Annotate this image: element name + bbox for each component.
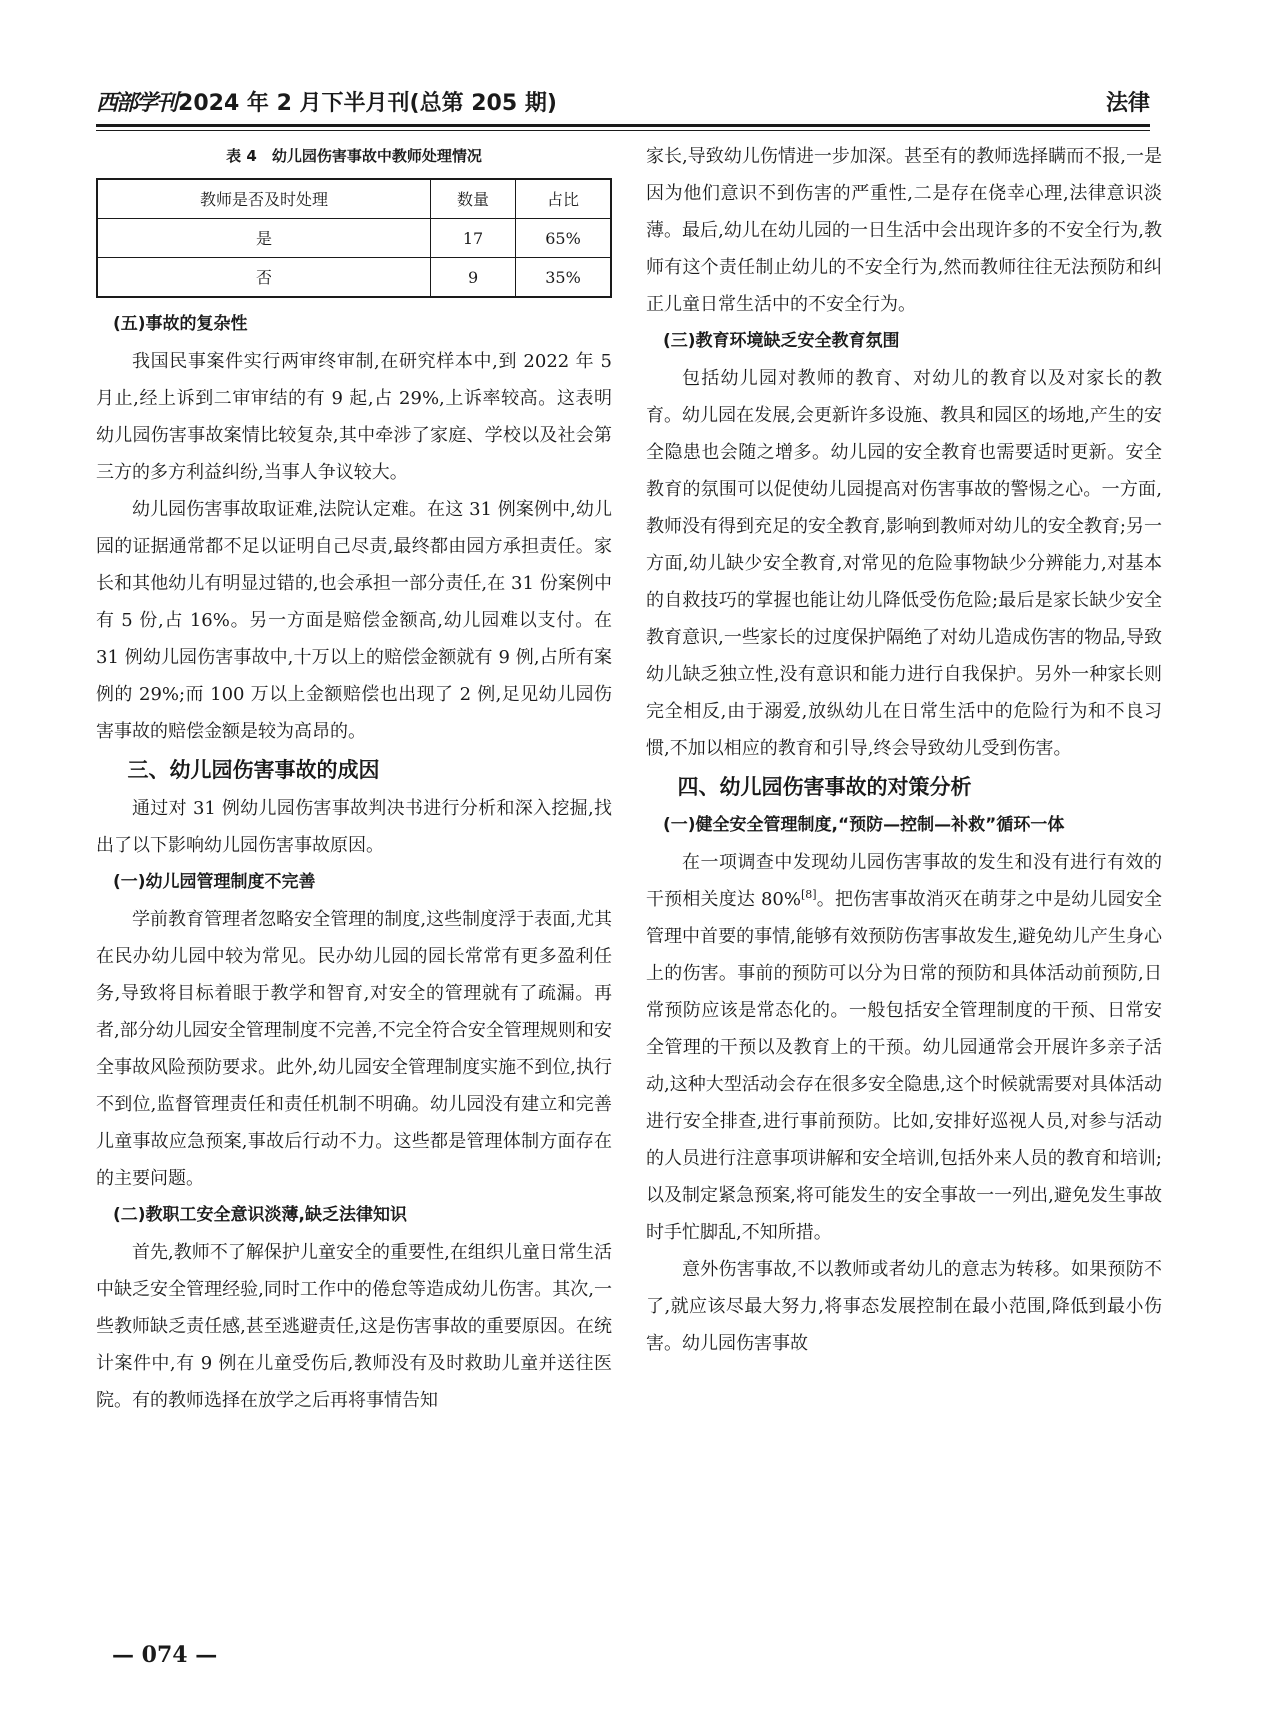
journal-issue-line [96,86,557,117]
paragraph: 意外伤害事故,不以教师或者幼儿的意志为转移。如果预防不了,就应该尽最大努力,将事态发展控制在最小范围,降低到最小伤害。幼儿园伤害事故 [646,1259,1162,1354]
paragraph: 我国民事案件实行两审终审制,在研究样本中,到 2022 年 5 月止,经上诉到二审审结的有 9 起,占 29%,上诉率较高。这表明幼儿园伤害事故案情比较复杂,其中牵涉了家庭、学校以及社会第三方的多方利益纠纷,当事人争议较大。 [96,351,612,483]
citation-ref: [8] [801,888,817,901]
paragraph-text: 。把伤害事故消灭在萌芽之中是幼儿园安全管理中首要的事情,能够有效预防伤害事故发生,避免幼儿产生身心上的伤害。事前的预防可以分为日常的预防和具体活动前预防,日常预防应该是常态化的。一般包括安全管理制度的干预、日常安全管理的干预以及教育上的干预。幼儿园通常会开展许多亲子活动,这种大型活动会存在很多安全隐患,这个时候就需要对具体活动进行安全排查,进行事前预防。比如,安排好巡视人员,对参与活动的人员进行注意事项讲解和安全培训,包括外来人员的教育和培训;以及制定紧急预案,将可能发生的安全事故一一列出,避免发生事故时手忙脚乱,不知所措。 [646,889,1163,1243]
paragraph: 通过对 31 例幼儿园伤害事故判决书进行分析和深入挖掘,找出了以下影响幼儿园伤害事故原因。 [96,798,612,856]
right-column [646,138,1162,1362]
paragraph: 包括幼儿园对教师的教育、对幼儿的教育以及对家长的教育。幼儿园在发展,会更新许多设施、教具和园区的场地,产生的安全隐患也会随之增多。幼儿园的安全教育也需要适时更新。安全教育的氛围可以促使幼儿园提高对伤害事故的警惕之心。一方面,教师没有得到充足的安全教育,影响到教师对幼儿的安全教育;另一方面,幼儿缺少安全教育,对常见的危险事物缺少分辨能力,对基本的自救技巧的掌握也能让幼儿降低受伤危险;最后是家长缺少安全教育意识,一些家长的过度保护隔绝了对幼儿造成伤害的物品,导致幼儿缺乏独立性,没有意识和能力进行自我保护。另外一种家长则完全相反,由于溺爱,放纵幼儿在日常生活中的危险行为和不良习惯,不加以相应的教育和引导,终会导致幼儿受到伤害。 [646,368,1162,759]
header-rule-thick [96,124,1150,127]
table-row [97,258,611,298]
table-cell: 是 [97,219,431,258]
running-header [96,84,1150,124]
subheading: (一)幼儿园管理制度不完善 [113,872,316,892]
subheading: (二)教职工安全意识淡薄,缺乏法律知识 [113,1205,407,1225]
page-number: — 074 — [112,1642,218,1668]
paragraph: 家长,导致幼儿伤情进一步加深。甚至有的教师选择瞒而不报,一是因为他们意识不到伤害的严重性,二是存在侥幸心理,法律意识淡薄。最后,幼儿在幼儿园的一日生活中会出现许多的不安全行为,教师有这个责任制止幼儿的不安全行为,然而教师往往无法预防和纠正儿童日常生活中的不安全行为。 [646,146,1162,315]
data-table [96,178,612,298]
table-header-cell: 占比 [516,179,611,219]
table-cell: 65% [516,219,611,258]
paragraph: 幼儿园伤害事故取证难,法院认定难。在这 31 例案例中,幼儿园的证据通常都不足以证明自己尽责,最终都由园方承担责任。家长和其他幼儿有明显过错的,也会承担一部分责任,在 31 份案例中有 5 份,占 16%。另一方面是赔偿金额高,幼儿园难以支付。在 31 例幼儿园伤害事故中,十万以上的赔偿金额就有 9 例,占所有案例的 29%;而 100 万以上金额赔偿也出现了 2 例,足见幼儿园伤害事故的赔偿金额是较为高昂的。 [96,499,612,742]
table-cell: 35% [516,258,611,298]
paragraph: 学前教育管理者忽略安全管理的制度,这些制度浮于表面,尤其在民办幼儿园中较为常见。民办幼儿园的园长常常有更多盈利任务,导致将目标着眼于教学和智育,对安全的管理就有了疏漏。再者,部分幼儿园安全管理制度不完善,不完全符合安全管理规则和安全事故风险预防要求。此外,幼儿园安全管理制度实施不到位,执行不到位,监督管理责任和责任机制不明确。幼儿园没有建立和完善儿童事故应急预案,事故后行动不力。这些都是管理体制方面存在的主要问题。 [96,909,612,1189]
section-heading: 三、幼儿园伤害事故的成因 [127,758,380,782]
table-row [97,219,611,258]
subheading: (五)事故的复杂性 [113,314,248,334]
table-header-cell: 数量 [431,179,516,219]
left-column [96,138,612,1419]
subheading: (三)教育环境缺乏安全教育氛围 [663,331,900,351]
header-rule-thin [96,130,1150,131]
paragraph [646,844,1162,1251]
table-header-row [97,179,611,219]
subheading: (一)健全安全管理制度,“预防—控制—补救”循环一体 [663,815,1065,835]
table-cell: 否 [97,258,431,298]
table-caption: 表 4 幼儿园伤害事故中教师处理情况 [226,147,482,165]
paragraph-text: 在一项调查中发现幼儿园伤害事故的发生和没有进行有效的干预相关度达 80% [646,852,1162,910]
section-heading: 四、幼儿园伤害事故的对策分析 [677,775,972,799]
paragraph: 首先,教师不了解保护儿童安全的重要性,在组织儿童日常生活中缺乏安全管理经验,同时工作中的倦怠等造成幼儿伤害。其次,一些教师缺乏责任感,甚至逃避责任,这是伤害事故的重要原因。在统计案件中,有 9 例在儿童受伤后,教师没有及时救助儿童并送往医院。有的教师选择在放学之后再将事情告知 [96,1242,612,1411]
section-label: 法律 [1105,91,1150,116]
issue-label: 2024 年 2 月下半月刊(总第 205 期) [178,91,557,116]
journal-logo: 西部学刊 [96,90,177,116]
table-cell: 17 [431,219,516,258]
table-header-cell: 教师是否及时处理 [97,179,431,219]
table-cell: 9 [431,258,516,298]
